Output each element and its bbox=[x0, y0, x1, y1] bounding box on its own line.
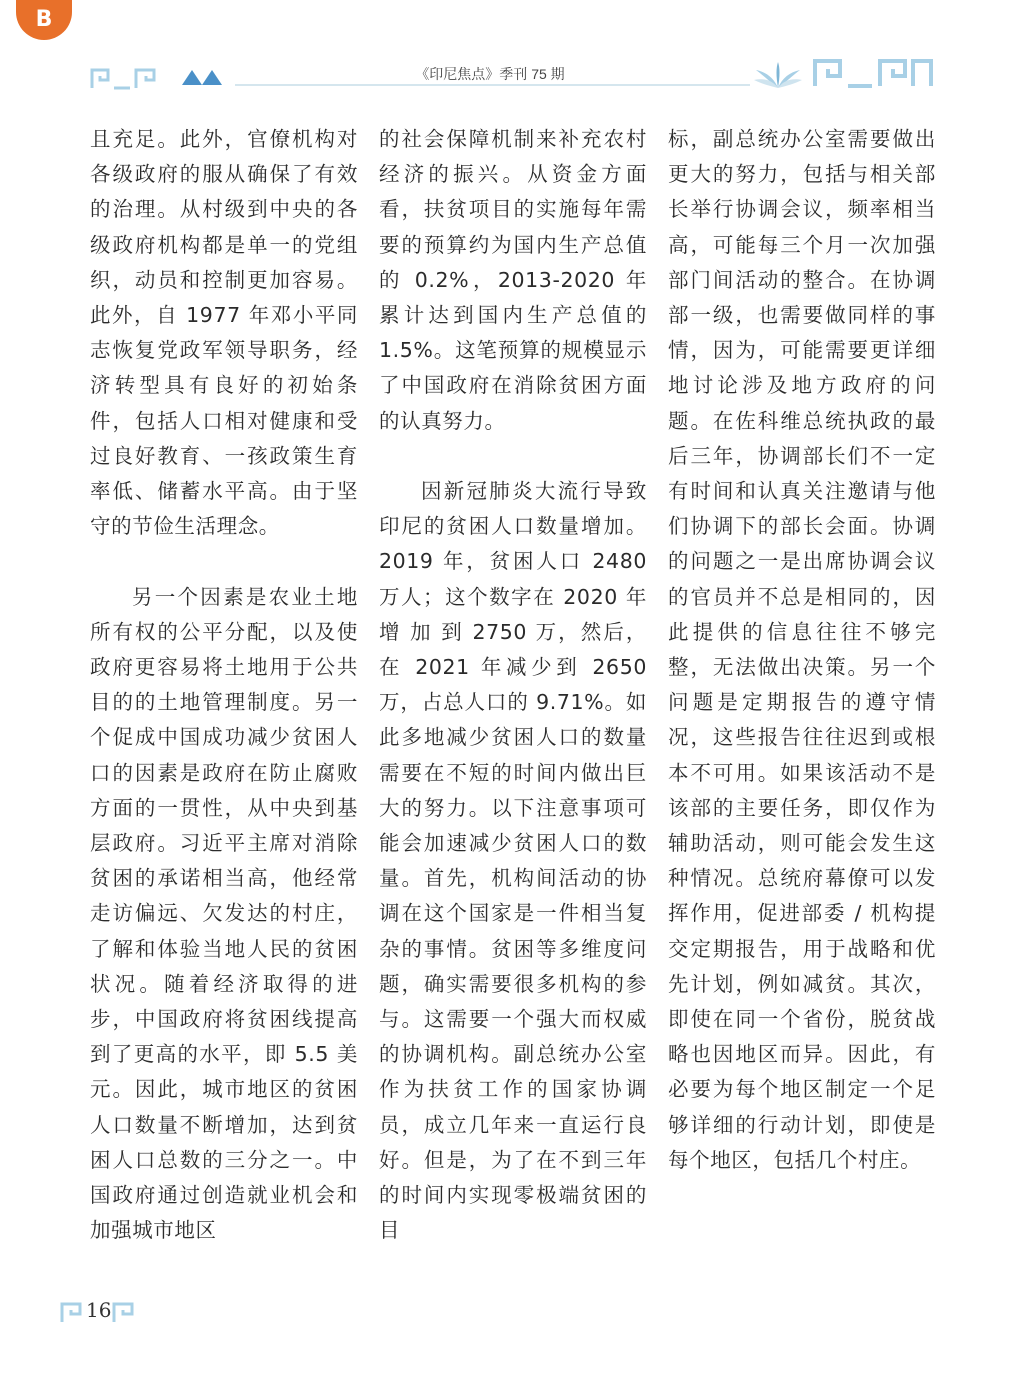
text-column-3 bbox=[668, 122, 936, 1178]
paragraph: 另一个因素是农业土地所有权的公平分配，以及使政府更容易将土地用于公共目的的土地管理制度。另一个促成中国成功减少贫困人口的因素是政府在防止腐败方面的一贯性，从中央到基层政府。习近平主席对消除贫困的承诺相当高，他经常走访偏远、欠发达的村庄，了解和体验当地人民的贫困状况。随着经济取得的进步，中国政府将贫困线提高到了更高的水平，即 5.5 美元。因此，城市地区的贫困人口数量不断增加，达到贫困人口总数的三分之一。中国政府通过创造就业机会和加强城市地区 bbox=[90, 584, 358, 1243]
triangle-icon bbox=[182, 68, 224, 86]
fret-ornament-icon bbox=[60, 1302, 84, 1324]
page-header bbox=[0, 56, 1024, 96]
text-column-1 bbox=[90, 122, 358, 1248]
page-header-title: 《印尼焦点》季刊 75 期 bbox=[415, 66, 565, 82]
header-rule bbox=[235, 84, 750, 86]
paragraph: 的社会保障机制来补充农村经济的振兴。从资金方面看，扶贫项目的实施每年需要的预算约为国内生产总值的 0.2%，2013-2020 年累计达到国内生产总值的 1.5%。这笔预算的规模显示了中国政府在消除贫困方面的认真努力。 bbox=[379, 127, 647, 433]
fret-ornament-icon bbox=[112, 1302, 136, 1324]
fret-ornament-icon bbox=[812, 58, 934, 88]
leaf-ornament-icon bbox=[752, 60, 804, 90]
paragraph: 标，副总统办公室需要做出更大的努力，包括与相关部长举行协调会议，频率相当高，可能每三个月一次加强部门间活动的整合。在协调部一级，也需要做同样的事情，因为，可能需要更详细地讨论涉及地方政府的问题。在佐科维总统执政的最后三年，协调部长们不一定有时间和认真关注邀请与他们协调下的部长会面。协调的问题之一是出席协调会议的官员并不总是相同的，因此提供的信息往往不够完整，无法做出决策。另一个问题是定期报告的遵守情况，这些报告往往迟到或根本不可用。如果该活动不是该部的主要任务，即仅作为辅助活动，则可能会发生这种情况。总统府幕僚可以发挥作用，促进部委 / 机构提交定期报告，用于战略和优先计划，例如减贫。其次，即使在同一个省份，脱贫战略也因地区而异。因此，有必要为每个地区制定一个足够详细的行动计划，即使是每个地区，包括几个村庄。 bbox=[668, 127, 936, 1172]
text-column-2 bbox=[379, 122, 647, 1248]
section-badge: B bbox=[16, 0, 72, 40]
paragraph: 且充足。此外，官僚机构对各级政府的服从确保了有效的治理。从村级到中央的各级政府机构都是单一的党组织，动员和控制更加容易。此外，自 1977 年邓小平同志恢复党政军领导职务，经济转型具有良好的初始条件，包括人口相对健康和受过良好教育、一孩政策生育率低、储蓄水平高。由于坚守的节俭生活理念。 bbox=[90, 127, 358, 539]
page-number: 16 bbox=[86, 1298, 112, 1322]
paragraph: 因新冠肺炎大流行导致印尼的贫困人口数量增加。 2019 年，贫困人口 2480 万人；这个数字在 2020 年 增 加 到 2750 万，然后，在 2021 年减少到 2650 万，占总人口的 9.71%。如此多地减少贫困人口的数量需要在不短的时间内做出巨大的努力。以下注意事项可能会加速减少贫困人口的数量。首先，机构间活动的协调在这个国家是一件相当复杂的事情。贫困等多维度问题，确实需要很多机构的参与。这需要一个强大而权威的协调机构。副总统办公室作为扶贫工作的国家协调员，成立几年来一直运行良好。但是，为了在不到三年的时间内实现零极端贫困的目 bbox=[379, 479, 647, 1243]
fret-ornament-icon bbox=[90, 68, 162, 90]
